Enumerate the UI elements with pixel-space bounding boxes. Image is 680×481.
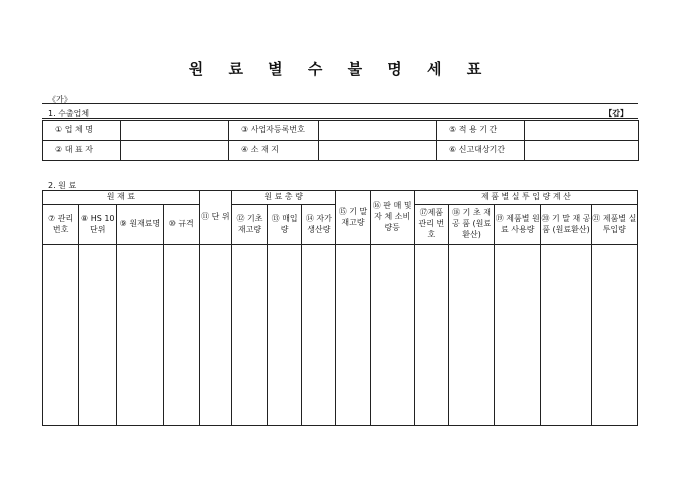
- address-label: ④ 소 재 지: [229, 141, 319, 161]
- end-stock-header: ⑮ 기 말 재고량: [336, 191, 370, 245]
- begin-stock-header: ⑫ 기초 재고량: [231, 205, 267, 245]
- unit-header: ⑪ 단 위: [199, 191, 231, 245]
- cell[interactable]: [79, 245, 117, 426]
- begin-wip-header: ⑱ 기 초 재 공 품 (원료환산): [448, 205, 494, 245]
- prod-raw-use-header: ⑲ 제품별 원 료 사용량: [495, 205, 541, 245]
- cell[interactable]: [336, 245, 370, 426]
- cell[interactable]: [231, 245, 267, 426]
- total-raw-header: 원 료 총 량: [231, 191, 336, 205]
- cell[interactable]: [370, 245, 414, 426]
- cell[interactable]: [448, 245, 494, 426]
- end-wip-header: ⑳ 기 말 재 공 품 (원료환산): [541, 205, 591, 245]
- cell[interactable]: [414, 245, 448, 426]
- cell[interactable]: [495, 245, 541, 426]
- purchase-header: ⑬ 매입량: [268, 205, 302, 245]
- cell[interactable]: [541, 245, 591, 426]
- exporter-info-table: [42, 120, 639, 161]
- raw-material-header: 원 재 료: [43, 191, 200, 205]
- company-name-field[interactable]: [121, 121, 229, 141]
- cell[interactable]: [43, 245, 79, 426]
- biz-reg-no-field[interactable]: [319, 121, 437, 141]
- divider: [42, 103, 638, 104]
- cell[interactable]: [302, 245, 336, 426]
- cell[interactable]: [591, 245, 637, 426]
- cell[interactable]: [199, 245, 231, 426]
- actual-input-header: ㉑ 제품별 실투입량: [591, 205, 637, 245]
- biz-reg-no-label: ③ 사업자등록번호: [229, 121, 319, 141]
- section1-label: 1. 수출업체: [48, 109, 90, 118]
- report-period-label: ⑥ 신고대상기간: [437, 141, 525, 161]
- form-mark: 【갑】: [604, 109, 628, 118]
- form-tag: 《가》: [48, 95, 72, 104]
- prod-mgmt-header: ⑰제품 관리 번 호: [414, 205, 448, 245]
- cell[interactable]: [163, 245, 199, 426]
- period-field[interactable]: [525, 121, 639, 141]
- representative-field[interactable]: [121, 141, 229, 161]
- page-title: 원 료 별 수 불 명 세 표: [188, 60, 492, 78]
- period-label: ⑤ 적 용 기 간: [437, 121, 525, 141]
- company-name-label: ① 업 체 명: [43, 121, 121, 141]
- sale-self-header: ⑯ 판 매 및 자 체 소비량등: [370, 191, 414, 245]
- spec-header: ⑩ 규격: [163, 205, 199, 245]
- cell[interactable]: [268, 245, 302, 426]
- representative-label: ② 대 표 자: [43, 141, 121, 161]
- hs-header: ⑧ HS 10단위: [79, 205, 117, 245]
- self-prod-header: ⑭ 자가 생산량: [302, 205, 336, 245]
- calc-header: 제 품 별 실 투 입 량 계 산: [414, 191, 637, 205]
- mgmt-no-header: ⑦ 관리 번호: [43, 205, 79, 245]
- table-row: [43, 245, 638, 426]
- divider: [42, 118, 638, 119]
- section2-label: 2. 원 료: [48, 181, 77, 190]
- report-period-field[interactable]: [525, 141, 639, 161]
- name-header: ⑨ 원재료명: [117, 205, 163, 245]
- raw-material-table: [42, 190, 638, 426]
- address-field[interactable]: [319, 141, 437, 161]
- cell[interactable]: [117, 245, 163, 426]
